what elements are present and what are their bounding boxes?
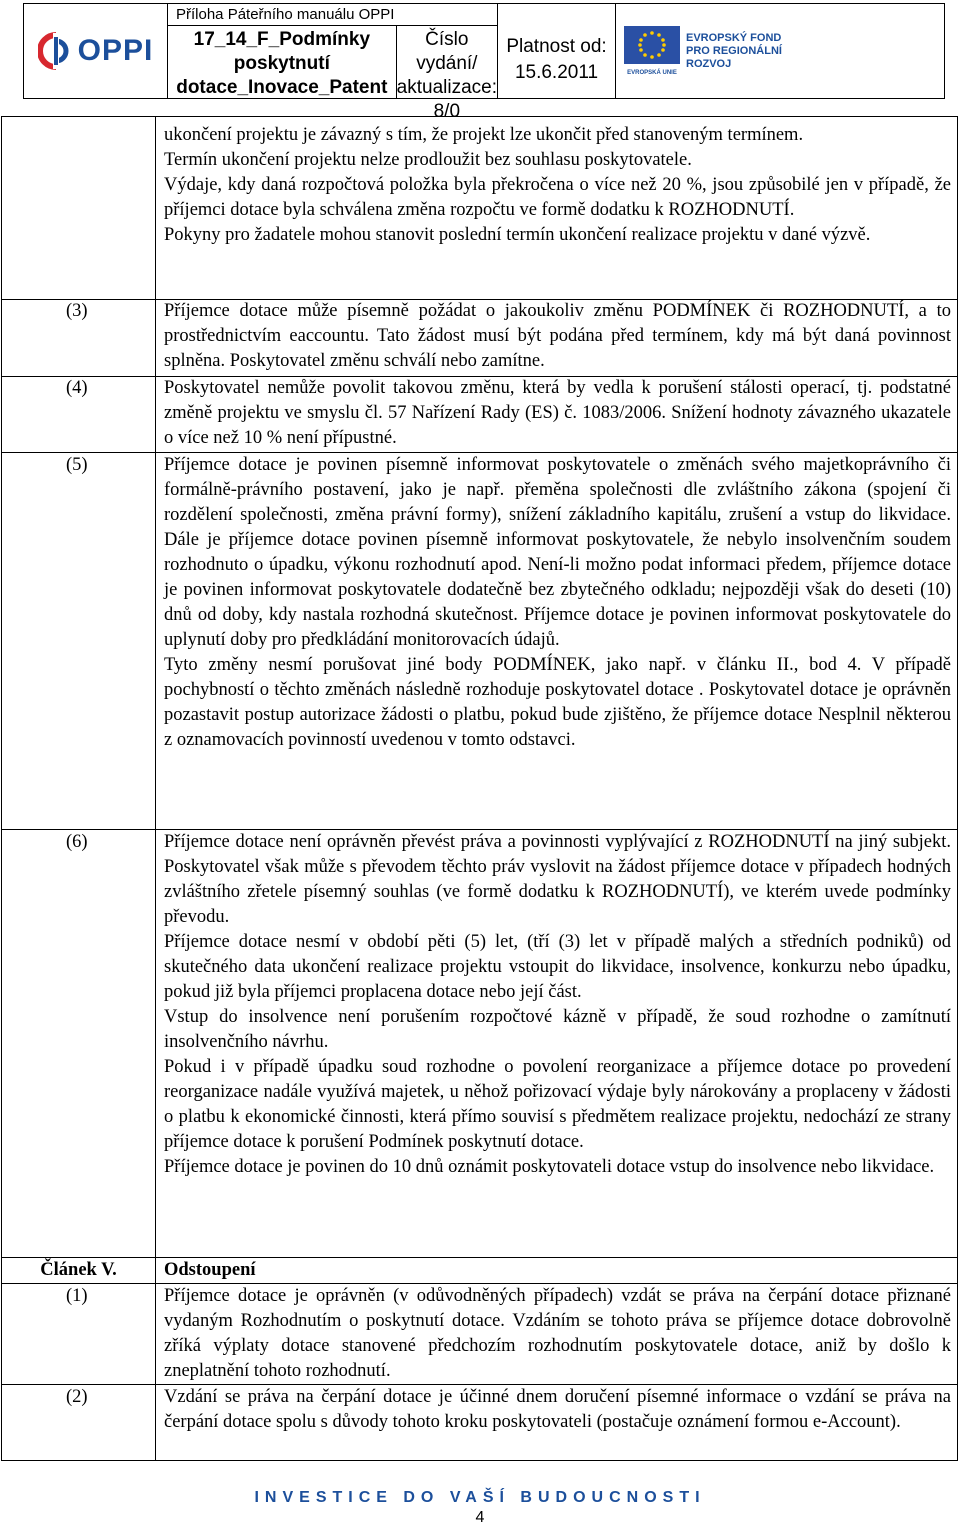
paragraph-body: Příjemce dotace může písemně požádat o jakoukoliv změnu PODMÍNEK či ROZHODNUTÍ, a to prostřednictvím eaccountu. Tato žádost musí být podána před termínem, kdy má být daná povinnost splněna. Poskytovatel změnu schválí nebo zamítne. [164,301,951,371]
footer-slogan: INVESTICE DO VAŠÍ BUDOUCNOSTI [254,1489,706,1506]
document-name-line: 17_14_F_Podmínky [193,29,371,50]
eu-fund-text-line: PRO REGIONÁLNÍ [686,44,782,57]
header-document-info [168,4,498,122]
version-info [396,26,497,122]
oppi-logo-text: OPPI [77,34,154,67]
paragraph-body: Poskytovatel nemůže povolit takovou změnu, která by vedla k porušení stálosti operací, tj. podstatné změně projektu ve smyslu čl. 57 Nařízení Rady (ES) č. 1083/2006. Snížení hodnoty závazného ukazatele o více než 10 % není přípustné. [164,378,951,448]
oppi-logo-icon [38,31,74,71]
version-line: aktualizace: [396,77,497,98]
paragraph-body: Příjemce dotace je oprávněn (v odůvodněných případech) vzdát se práva na čerpání dotace přiznané vydaným Rozhodnutím o poskytnutí dotace. Vzdáním se tohoto práva se příjemce dotace dobrovolně zříká výplaty dotace stanovené předchozím rozhodnutím poskytovatele dotace, aniž by došlo k zneplatnění tohoto rozhodnutí. [164,1286,951,1381]
eu-sub-label: EVROPSKÁ UNIE [627,70,677,76]
intro-line: Pokyny pro žadatele mohou stanovit poslední termín ukončení realizace projektu v dané výzvě. [164,225,871,245]
paragraph-number: (3) [66,301,88,321]
article-label: Článek V. [40,1260,117,1280]
document-name [168,26,397,98]
intro-line: Termín ukončení projektu nelze prodloužit bez souhlasu poskytovatele. [164,150,692,170]
intro-text [164,123,951,248]
document-name-line: dotace_Inovace_Patent [176,77,388,98]
document-name-line: poskytnutí [233,53,330,74]
paragraph-body: Příjemce dotace nesmí v období pěti (5) let, (tří (3) let v případě malých a středních podniků) od skutečného data ukončení realizace projektu vstoupit do likvidace, insolvence, konkurzu nebo úpadku, pokud již byla příjemci proplacena dotace nebo její část. [164,932,951,1002]
version-line: Číslo vydání/ [416,29,478,74]
paragraph-body: Tyto změny nesmí porušovat jiné body PODMÍNEK, jako např. v článku II., bod 4. V případě pochybností o těchto změnách následně rozhoduje poskytovatel dotace . Poskytovatel dotace je oprávněn pozastavit postup autorizace žádosti o platbu, pokud bude zjištěno, že příjemce dotace Nesplnil některou z oznamovacích povinností uvedenou v tomto odstavci. [164,655,951,750]
paragraph-text [164,1385,951,1435]
paragraph-number: (5) [66,455,88,475]
validity-label: Platnost od: [506,36,607,57]
paragraph-number: (1) [66,1286,88,1306]
intro-line: Výdaje, kdy daná rozpočtová položka byla překročena o více než 20 %, jsou způsobilé jen v případě, že příjemci dotace byla schválena změna rozpočtu ve formě dodatku k ROZHODNUTÍ. [164,175,951,220]
validity-date: 15.6.2011 [514,62,599,83]
paragraph-number: (2) [66,1387,88,1407]
validity-info [498,4,616,98]
eu-fund-text [686,32,782,71]
paragraph-text [164,299,951,374]
column-divider [155,116,156,1461]
paragraph-body: Příjemce dotace je povinen písemně informovat poskytovatele o změnách svého majetkoprávního či formálně-právního postavení, jako je např. přeměna společnosti dle zvláštního zákona (spojení či rozdělení společnosti, změna právní formy), snížení základního kapitálu, zrušení a vstup do likvidace. Dále je příjemce dotace povinen písemně informovat poskytovatele, že nebylo insolvenčním soudem rozhodnuto o úpadku, výkonu rozhodnutí apod. Není-li možno podat informaci předem, příjemce dotace je povinen informovat poskytovatele dodatečně bez zbytečného odkladu; nejpozději však do deseti (10) dnů od doby, kdy nastala rozhodná skutečnost. Příjemce dotace je povinen informovat poskytovatele do uplynutí doby pro předkládání monitorovacích údajů. [164,455,951,650]
paragraph-body: Příjemce dotace není oprávněn převést práva a povinnosti vyplývající z ROZHODNUTÍ na jiný subjekt. Poskytovatel však může s převodem těchto práv vyslovit na žádost příjemce dotace v případech hodných zvláštního zřetele písemný souhlas (ve formě dodatku k ROZHODNUTÍ), ve kterém uvede podmínky převodu. [164,832,951,927]
version-line: 8/0 [433,101,461,122]
manual-title: Příloha Páteřního manuálu OPPI [168,4,497,26]
document-header [23,3,945,122]
eu-fund-logo [616,4,944,98]
oppi-logo [24,4,168,98]
paragraph-number: (4) [66,378,88,398]
eu-flag-icon [624,26,680,64]
paragraph-text [164,453,951,753]
article-title: Odstoupení [164,1260,256,1280]
eu-fund-text-line: ROZVOJ [686,57,732,70]
paragraph-body: Příjemce dotace je povinen do 10 dnů oznámit poskytovateli dotace vstup do insolvence nebo likvidace. [164,1157,935,1177]
paragraph-body: Vstup do insolvence není porušením rozpočtové kázně v případě, že soud rozhodne o zamítnutí insolvenčního návrhu. [164,1007,951,1052]
paragraph-body: Pokud i v případě úpadku soud rozhodne o povolení reorganizace a příjemce dotace po provedení reorganizace nadále využívá majetek, u něhož pořizovací výdaje byly nárokovány a proplaceny v žádosti o platbu k ekonomické činnosti, která přímo souvisí s předmětem realizace projektu, nedochází ze strany příjemce dotace k porušení Podmínek poskytnutí dotace. [164,1057,951,1152]
eu-fund-text-line: EVROPSKÝ FOND [686,31,782,44]
paragraph-body: Vzdání se práva na čerpání dotace je účinné dnem doručení písemné informace o vzdání se práva na čerpání dotace spolu s důvody tohoto kroku poskytovateli (postačuje oznámení formou e-Account). [164,1387,951,1432]
paragraph-text [164,1284,951,1384]
paragraph-text [164,376,951,451]
intro-line: ukončení projektu je závazný s tím, že projekt lze ukončit před stanoveným termínem. [164,125,804,145]
paragraph-number: (6) [66,832,88,852]
paragraph-text [164,830,951,1180]
page-number: 4 [475,1509,485,1526]
